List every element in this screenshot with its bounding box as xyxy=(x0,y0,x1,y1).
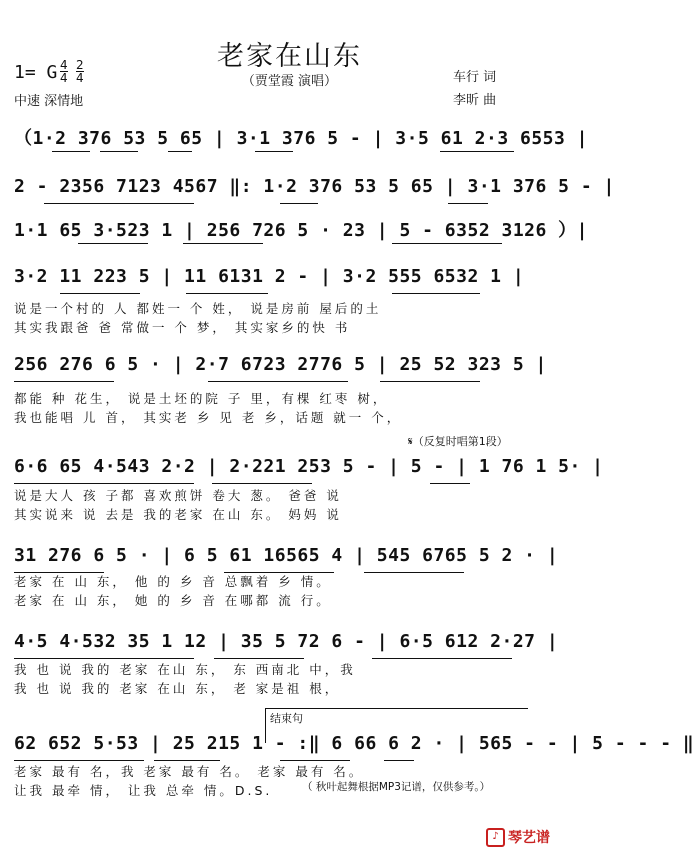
lyricist-credit: 车行 词 xyxy=(453,70,497,85)
score-line-7: 31 276 6 5 · | 6 5 61 16565 4 | 545 6765 5 2 · | xyxy=(14,545,559,566)
score-line-8: 4·5 4·532 35 1 12 | 35 5 72 6 - | 6·5 612 2·27 | xyxy=(14,631,559,652)
ending-label: 结束句 xyxy=(270,712,303,725)
lyric-line-5-verse-2: 我也能唱 儿 首， 其实老 乡 见 老 乡，话题 就一 个， xyxy=(14,410,403,425)
music-note-icon: ♪ xyxy=(486,828,505,847)
score-line-3: 1·1 65 3·523 1 | 256 726 5 · 23 | 5 - 6352 3126 ）| xyxy=(14,220,589,241)
score-line-2: 2 - 2356 7123 4567 ‖: 1·2 376 53 5 65 | 3·1 376 5 - | xyxy=(14,176,615,197)
time-signature-b: 2 4 xyxy=(76,58,84,85)
singer-credit: （贾堂霞 演唱） xyxy=(241,74,338,89)
tempo-marking: 中速 深情地 xyxy=(14,94,84,109)
beam xyxy=(384,760,414,761)
composer-credit: 李昕 曲 xyxy=(453,93,497,108)
score-line-9: 62 652 5·53 | 25 215 1 - :‖ 6 66 6 2 · | 565 - - | 5 - - - ‖ xyxy=(14,733,694,754)
beam xyxy=(430,483,470,484)
lyric-line-6-verse-2: 其实说来 说 去是 我的老家 在山 东。 妈妈 说 xyxy=(14,507,342,522)
beam xyxy=(14,483,194,484)
score-line-4: 3·2 11 223 5 | 11 6131 2 - | 3·2 555 6532 1 | xyxy=(14,266,525,287)
lyric-line-4-verse-2: 其实我跟爸 爸 常做一 个 梦， 其实家乡的快 书 xyxy=(14,320,351,335)
logo-text: 琴艺谱 xyxy=(508,830,550,846)
lyric-line-4-verse-1: 说是一个村的 人 都姓一 个 姓， 说是房前 屋后的土 xyxy=(14,301,382,316)
beam xyxy=(60,293,140,294)
beam xyxy=(14,381,114,382)
beam xyxy=(168,151,192,152)
score-line-1: （1·2 376 53 5 65 | 3·1 376 5 - | 3·5 61 2·3 6553 | xyxy=(14,128,589,149)
beam xyxy=(392,293,480,294)
beam xyxy=(154,760,220,761)
beam xyxy=(44,203,194,204)
beam xyxy=(440,151,514,152)
beam xyxy=(448,203,488,204)
lyric-line-8-verse-1: 我 也 说 我的 老家 在山 东， 东 西南北 中，我 xyxy=(14,662,356,677)
beam xyxy=(78,243,148,244)
beam xyxy=(212,483,312,484)
beam xyxy=(100,151,138,152)
transcription-credit: （ 秋叶起舞根据MP3记谱，仅供参考。） xyxy=(302,781,491,793)
time-signature-a: 4 4 xyxy=(60,58,68,85)
site-logo xyxy=(486,827,550,847)
beam xyxy=(380,381,480,382)
lyric-line-8-verse-2: 我 也 说 我的 老家 在山 东， 老 家是祖 根， xyxy=(14,681,341,696)
lyric-line-7-verse-1: 老家 在 山 东， 他 的 乡 音 总飘着 乡 情。 xyxy=(14,574,332,589)
beam xyxy=(214,658,304,659)
page-title: 老家在山东 xyxy=(217,41,362,72)
lyric-line-9-verse-2: 让我 最牵 情， 让我 总牵 情。D.S. xyxy=(14,783,273,798)
key-signature: 1= G xyxy=(14,62,58,83)
beam xyxy=(255,151,293,152)
beam xyxy=(372,658,512,659)
beam xyxy=(52,151,90,152)
beam xyxy=(392,243,502,244)
beam xyxy=(280,203,318,204)
beam xyxy=(208,381,348,382)
score-line-5: 256 276 6 5 · | 2·7 6723 2776 5 | 25 52 323 5 | xyxy=(14,354,547,375)
lyric-line-7-verse-2: 老家 在 山 东， 她 的 乡 音 在哪都 流 行。 xyxy=(14,593,332,608)
beam xyxy=(186,293,268,294)
beam xyxy=(183,243,263,244)
lyric-line-6-verse-1: 说是大人 孩 子都 喜欢煎饼 卷大 葱。 爸爸 说 xyxy=(14,488,342,503)
lyric-line-5-verse-1: 都能 种 花生， 说是土坯的院 子 里，有棵 红枣 树， xyxy=(14,391,389,406)
lyric-line-9-verse-1: 老家 最有 名，我 老家 最有 名。 老家 最有 名。 xyxy=(14,764,365,779)
score-line-6: 6·6 65 4·543 2·2 | 2·221 253 5 - | 5 - | 1 76 1 5· | xyxy=(14,456,604,477)
beam xyxy=(14,658,194,659)
beam xyxy=(280,760,350,761)
repeat-note: 𝄋（反复时唱第1段） xyxy=(408,435,508,448)
beam xyxy=(14,760,144,761)
